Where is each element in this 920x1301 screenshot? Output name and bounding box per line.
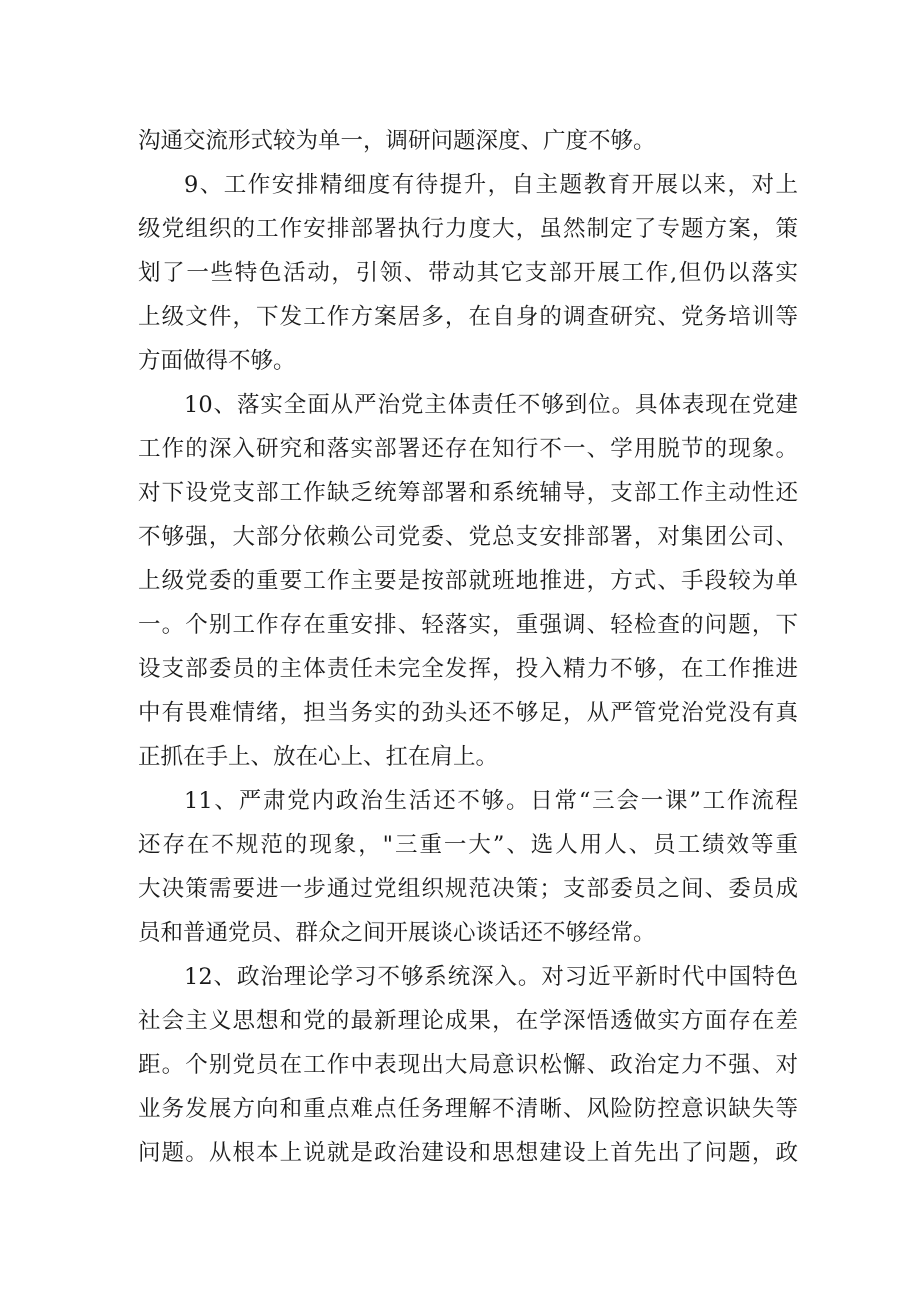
text-line: 社会主义思想和党的最新理论成果，在学深悟透做实方面存在差 <box>138 1008 798 1034</box>
text-line: 对下设党支部工作缺乏统筹部署和系统辅导，支部工作主动性还 <box>138 480 798 506</box>
text-line: 11、严肃党内政治生活还不够。日常“三会一课”工作流程 <box>184 788 798 814</box>
text-line: 划了一些特色活动，引领、带动其它支部开展工作,但仍以落实 <box>138 260 798 286</box>
text-line: 方面做得不够。 <box>138 348 296 374</box>
text-line: 工作的深入研究和落实部署还存在知行不一、学用脱节的现象。 <box>138 436 798 462</box>
text-line: 不够强，大部分依赖公司党委、党总支安排部署，对集团公司、 <box>138 524 798 550</box>
text-line: 12、政治理论学习不够系统深入。对习近平新时代中国特色 <box>184 964 798 990</box>
text-line: 上级文件，下发工作方案居多，在自身的调查研究、党务培训等 <box>138 304 798 330</box>
text-line: 问题。从根本上说就是政治建设和思想建设上首先出了问题，政 <box>138 1140 798 1166</box>
text-line: 业务发展方向和重点难点任务理解不清晰、风险防控意识缺失等 <box>138 1096 798 1122</box>
text-line: 中有畏难情绪，担当务实的劲头还不够足，从严管党治党没有真 <box>138 700 798 726</box>
text-line: 距。个别党员在工作中表现出大局意识松懈、政治定力不强、对 <box>138 1052 798 1078</box>
text-line: 设支部委员的主体责任未完全发挥，投入精力不够，在工作推进 <box>138 656 798 682</box>
text-line: 一。个别工作存在重安排、轻落实，重强调、轻检查的问题，下 <box>138 612 798 638</box>
text-line: 正抓在手上、放在心上、扛在肩上。 <box>138 744 499 770</box>
text-line: 10、落实全面从严治党主体责任不够到位。具体表现在党建 <box>184 392 798 418</box>
text-line: 9、工作安排精细度有待提升，自主题教育开展以来，对上 <box>184 172 798 198</box>
text-line: 员和普通党员、群众之间开展谈心谈话还不够经常。 <box>138 920 656 946</box>
text-line: 级党组织的工作安排部署执行力度大，虽然制定了专题方案，策 <box>138 216 798 242</box>
text-line: 沟通交流形式较为单一，调研问题深度、广度不够。 <box>138 128 656 154</box>
text-line: 大决策需要进一步通过党组织规范决策；支部委员之间、委员成 <box>138 876 798 902</box>
text-line: 上级党委的重要工作主要是按部就班地推进，方式、手段较为单 <box>138 568 798 594</box>
text-line: 还存在不规范的现象，"三重一大”、选人用人、员工绩效等重 <box>138 832 798 858</box>
